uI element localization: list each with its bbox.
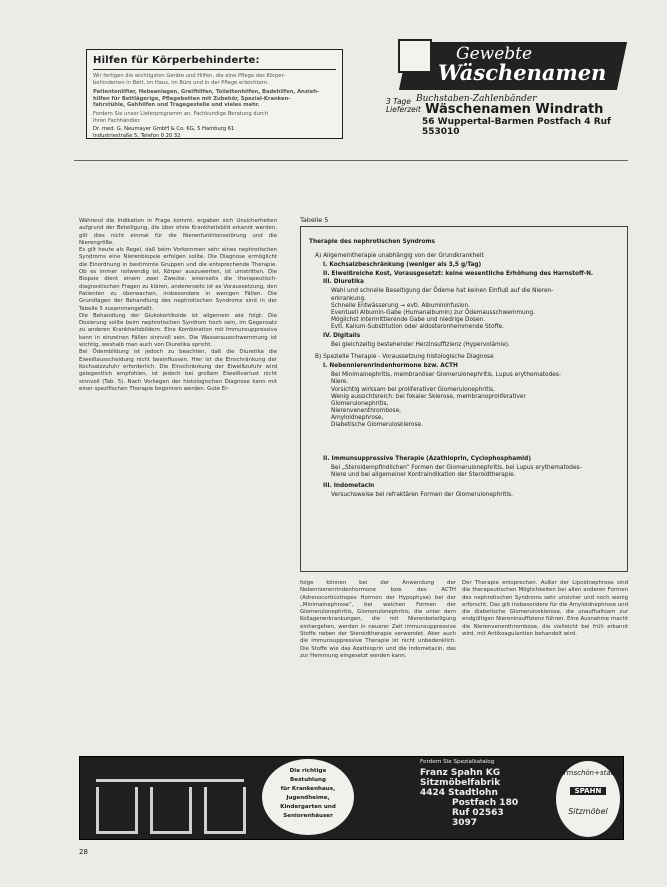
table-5 [300, 216, 626, 572]
table-line: Eventuell Albumin-Gabe (Humanalbumin) zur Ödemausschwemmung. [331, 310, 535, 316]
table-line: I. Kochsalzbeschränkung (weniger als 3,5 g/Tag) [323, 262, 482, 268]
oval-line: Seniorenhäuser [283, 813, 333, 819]
table-line: Schnelle Entwässerung → evtl. Albumininfusion. [331, 303, 470, 309]
oval-line: für Krankenhaus, [280, 786, 336, 792]
chair-icon [204, 787, 246, 834]
table-line: IV. Digitalis [323, 333, 361, 339]
ad-title: Hilfen für Körperbehinderte: [93, 55, 260, 66]
table-line: Diabetische Glomerulosklerose. [331, 422, 423, 428]
spahn-line: Postfach 180 [452, 798, 519, 808]
table-line: A) Allgemeintherapie unabhängig von der Grundkrankheit [315, 253, 484, 259]
table-line: Vorsichtig wirksam bei proliferativer Glomerulonephritis. [331, 387, 495, 393]
left-text-column [79, 218, 277, 393]
logo-tagline: Buchstaben-Zahlenbänder [416, 94, 537, 104]
monogram-icon [398, 39, 432, 73]
spahn-line: 3097 [452, 818, 478, 828]
chair-seat-rail [96, 779, 244, 782]
table-line: II. Immunsuppressive Therapie (Azathioprin, Cyclophosphamid) [323, 456, 531, 462]
header-rule [74, 160, 628, 161]
table-line: Möglichst intermittierende Gabe und niedrige Dosen. [331, 317, 486, 323]
badge-logo: SPAHN [570, 787, 606, 795]
paragraph: Es gilt heute als Regel, daß beim Vorkommen sehr eines nephrotischen Syndroms eine Nierenbiopsie erfolgen sollte. Die Diagnose ermöglicht die Einordnung in bestimmte Gruppen und die entsprechende Therapie. Ob es immer notwendig ist, Körper auszuwerten, ist umstritten. Die Biopsie dient einem zwei Zwecke: einerseits die therapeutisch-diagnostischen Fragen zu klären, andererseits ist es Voraussetzung, den Patienten zu überwachen, insbesondere in wenigen Fällen. Die Grundlagen der Behandlung des nephrotischen Syndroms sind in der Tabelle 5 zusammengefaßt. [79, 247, 277, 312]
table-line: Amyloidnephrose, [331, 415, 384, 421]
right-text-column [462, 580, 628, 638]
table-line: Bei „Steroidempfindlichen“ Formen der Glomerulonephritis, bei Lupus erythematodes- [331, 465, 582, 471]
table-line: III. Indometacin [323, 483, 375, 489]
ad-line: Dr. med. G. Neumayer GmbH & Co. KG, 5 Hamburg 61 [93, 126, 235, 133]
ad-oval-text [262, 759, 354, 835]
table-line: Bei Minimalnephritis, membranöser Glomerulonephritis, Lupus erythematodes- [331, 372, 561, 378]
chair-icon [96, 787, 138, 834]
paragraph: folge können bei der Anwendung der Nebennierenrindenhormone bzw. des ACTH (Adrenocorticotropes Hormon der Hypophyse) bei der „Minimalnephrose“, bei welchen Formen der Glomerulonephritis, Glomerulonephritis, die unter dem Kollagenerkrankungen, die mit Nierenbeteiligung einhergehen, werden in neuerer Zeit immunsuppressive Stoffe neben der Steroidtherapie verwendet. Aber auch die immunsuppressive Therapie ist nicht unbedenklich. Die Stoffe wie das Azathioprin und die Indometacin, das zur Hemmung eingesetzt werden kann. [300, 580, 456, 659]
spahn-badge [556, 761, 620, 837]
paragraph: Der Therapie entsprechen. Außer der Lipoidnephrose sind die therapeutischen Möglichkeiten bei allen anderen Formen des nephrotischen Syndroms sehr unsicher und noch wenig erforscht. Das gilt insbesondere für die Amyloidnephrose und die diabetische Glomerulosklerose, die unaufhaltsam zur endgültigen Niereninsuffizienz führen. Eine Ausnahme macht die Nierenvenenthrombose, die vielleicht bei früh erkannt wird, mit Antikoagulantien behandelt wird. [462, 580, 628, 638]
table-frame [300, 226, 628, 572]
table-line: Nierenvenenthrombose, [331, 408, 401, 414]
table-line: Wahl und schnelle Beseitigung der Ödeme hat keinen Einfluß auf die Nieren- [331, 288, 554, 294]
ad-divider [93, 69, 336, 70]
logo-word-waeschenamen: Wäschenamen [438, 60, 607, 85]
ad-koerperbehinderte [86, 49, 343, 139]
table-line: B) Spezielle Therapie - Voraussetzung histologische Diagnose [315, 354, 494, 360]
table-line: erkrankung. [331, 296, 366, 302]
paragraph: Während die Indikation in Frage kommt, ergaben sich Unsicherheiten aufgrund der Beteiligung, die über ohne Krankheitsbild erkannt werden, gilt dies nicht einmal für die Nierenfunktionsstörung und die Nierengröße. [79, 218, 277, 246]
table-line: Bei gleichzeitig bestehender Herzinsuffizienz (Hypervolämie). [331, 342, 510, 348]
table-line: III. Diuretika [323, 279, 364, 285]
table-caption: Tabelle 5 [300, 216, 329, 224]
company-address: 56 Wuppertal-Barmen Postfach 4 Ruf 553010 [422, 117, 611, 137]
ad-line: Fordern Sie unser Lieferprogramm an. Fachkundige Beratung durch [93, 110, 269, 117]
paragraph: Bei Ödembildung ist jedoch zu beachten, daß die Diuretika die Eiweißausscheidung nicht beeinflussen. Hier ist die Einschränkung der Kochsalzzufuhr erforderlich. Die Einschränkung der Eiweißzufuhr wird gelegentlich empfohlen, ist jedoch bei großem Eiweißverlust nicht sinnvoll (Tab. 5). Nach Vorliegen der histologischen Diagnose kann mit einer spezifischen Therapie begonnen werden. Gute Er- [79, 349, 277, 392]
spahn-line: 4424 Stadtlohn [420, 788, 498, 798]
table-line: Wenig aussichtsreich: bei fokaler Sklerose, membranoproliferativer [331, 394, 526, 400]
spahn-line: Sitzmöbelfabrik [420, 778, 501, 788]
table-line: Therapie des nephrotischen Syndroms [309, 239, 436, 245]
ad-spahn-contact [420, 759, 550, 828]
oval-line: Die richtige [289, 768, 327, 774]
spahn-intro: Fordern Sie Spezialkatalog [420, 759, 495, 765]
ad-line: Industriestraße 5, Telefon 0 20 32 [93, 132, 181, 139]
middle-text-column [300, 580, 456, 660]
delivery-note: 3 Tage Lieferzeit [386, 97, 421, 114]
page-number: 28 [79, 848, 88, 856]
oval-line: Bestuhlung [290, 777, 326, 783]
table-line: Niere. [331, 379, 349, 385]
chair-icon [150, 787, 192, 834]
ad-line: fahrstühle, Gehhilfen und Tragegestelle und vieles mehr. [93, 102, 260, 109]
spahn-line: Ruf 02563 [452, 808, 504, 818]
badge-top: formschön+stabil [557, 769, 619, 777]
ad-line: behinderten in Bett, im Haus, im Büro und in der Pflege erleichtern. [93, 79, 269, 86]
ad-line: Ihren Fachhändler. [93, 117, 141, 124]
paragraph: Die Behandlung der Glukokortikoide ist allgemein wie folgt: Die Dosierung sollte beim nephrotischen Syndrom hoch sein, im Gegensatz zu anderen Krankheitsbildern. Eine Kombination mit Immunsuppressiva kann in einzelnen Fällen sinnvoll sein. Die Wasserausschwemmung ist wichtig, weshalb man auch von Diuretika spricht. [79, 312, 277, 349]
table-line: Glomerulonephritis, [331, 401, 389, 407]
logo-word-gewebte: Gewebte [456, 44, 533, 64]
table-line: Niere und bei allgemeiner Kontraindikation der Steroidtherapie. [331, 472, 516, 478]
table-line: Versuchsweise bei refraktären Formen der Glomerulonephritis. [331, 492, 513, 498]
oval-line: Jugendheime, [286, 795, 330, 801]
ad-line: Patientenlifter, Hebeanlagen, Greifhilfen, Toilettenhilfen, Badehilfen, Anzieh- [93, 89, 320, 96]
table-line: II. Eiweißreiche Kost, Vorausgesetzt: keine wesentliche Erhöhung des Harnstoff-N. [323, 271, 594, 277]
badge-bottom: Sitzmöbel [568, 807, 608, 816]
spahn-line: Franz Spahn KG [420, 768, 501, 778]
company-name: Wäschenamen Windrath [425, 102, 604, 117]
oval-line: Kindergarten und [280, 804, 336, 810]
ad-waeschenamen-address [386, 98, 626, 137]
table-line: Evtl. Kalium-Substitution oder aldosteronhemmende Stoffe. [331, 324, 504, 330]
table-line: I. Nebennierenrindenhormone bzw. ACTH [323, 363, 458, 369]
ad-line: Wir fertigen die wichtigsten Geräte und Hilfen, die eine Pflege des Körper- [93, 73, 286, 79]
ad-line: hilfen für Bettlägerige, Pflegebetten mit Zubehör, Spezial-Kranken- [93, 95, 291, 102]
